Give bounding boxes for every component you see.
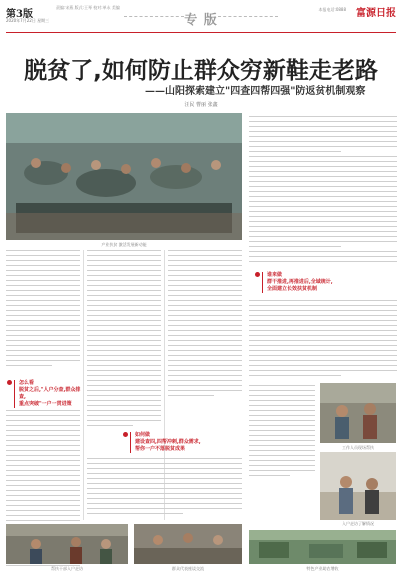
photo-bottom-mid-caption: 群众代表座谈交流 xyxy=(172,566,204,571)
subheadline: ——山阳探索建立"四查四帮四强"防返贫机制观察 xyxy=(145,86,366,97)
headline: 脱贫了,如何防止群众穷新鞋走老路 xyxy=(24,58,378,84)
photo-bottom-mid xyxy=(134,524,242,564)
photo-right-lower xyxy=(320,452,396,520)
bullet-icon xyxy=(255,272,260,277)
article-text-col23-bottom xyxy=(87,458,242,520)
photo-right-mid xyxy=(320,383,396,443)
article-text-right-top xyxy=(249,116,397,266)
article-text-col2-top xyxy=(87,250,161,430)
callout-2: 如何做 建设查四,四帮冲刺,群众需求, 帮你一户不落脱贫成果 xyxy=(130,432,207,453)
article-text-right-mid xyxy=(249,300,397,380)
page-number: 第3版 xyxy=(6,9,33,20)
callout-3: 谁来做 群干推进,再推进后,全域统计, 全面建立长效扶贫机制 xyxy=(262,272,387,293)
bullet-icon xyxy=(123,432,128,437)
section-rule-right xyxy=(218,16,278,17)
article-text-col3-top xyxy=(168,250,242,400)
photo-right-mid-caption: 工作人员现场帮扶 xyxy=(342,445,374,450)
editor-info: 责编:宋燕 版式:王琴 校对:单永 美编 xyxy=(56,5,120,10)
photo-bottom-left-caption: 帮扶干部入户走访 xyxy=(51,566,83,571)
masthead xyxy=(6,3,396,31)
section-title: 专 版 xyxy=(184,13,218,28)
article-text-right-lower xyxy=(249,385,315,485)
photo-bottom-right-caption: 特色产业助农增收 xyxy=(306,566,339,571)
main-photo xyxy=(6,113,242,240)
bullet-icon xyxy=(7,380,12,385)
callout-1: 怎么看 脱贫之后,"人户分查,群众排查, 重点突破"一户一贯进策 xyxy=(14,380,81,408)
column-divider xyxy=(83,250,84,520)
photo-bottom-right xyxy=(249,530,396,564)
photo-bottom-left xyxy=(6,524,128,564)
article-text-col1-top xyxy=(6,250,80,370)
contact-info: 本报电话:0888 xyxy=(318,7,346,12)
photo-right-lower-caption: 入户走访了解情况 xyxy=(342,521,374,526)
issue-date: 2020年7月22日 星期三 xyxy=(6,18,50,23)
masthead-rule xyxy=(6,32,396,33)
newspaper-logo: 富源日报 xyxy=(356,8,396,19)
main-photo-caption: 产业扶贫 激活发展新动能 xyxy=(101,242,147,247)
byline: 汪民 曹丽 张鑫 xyxy=(184,102,218,108)
